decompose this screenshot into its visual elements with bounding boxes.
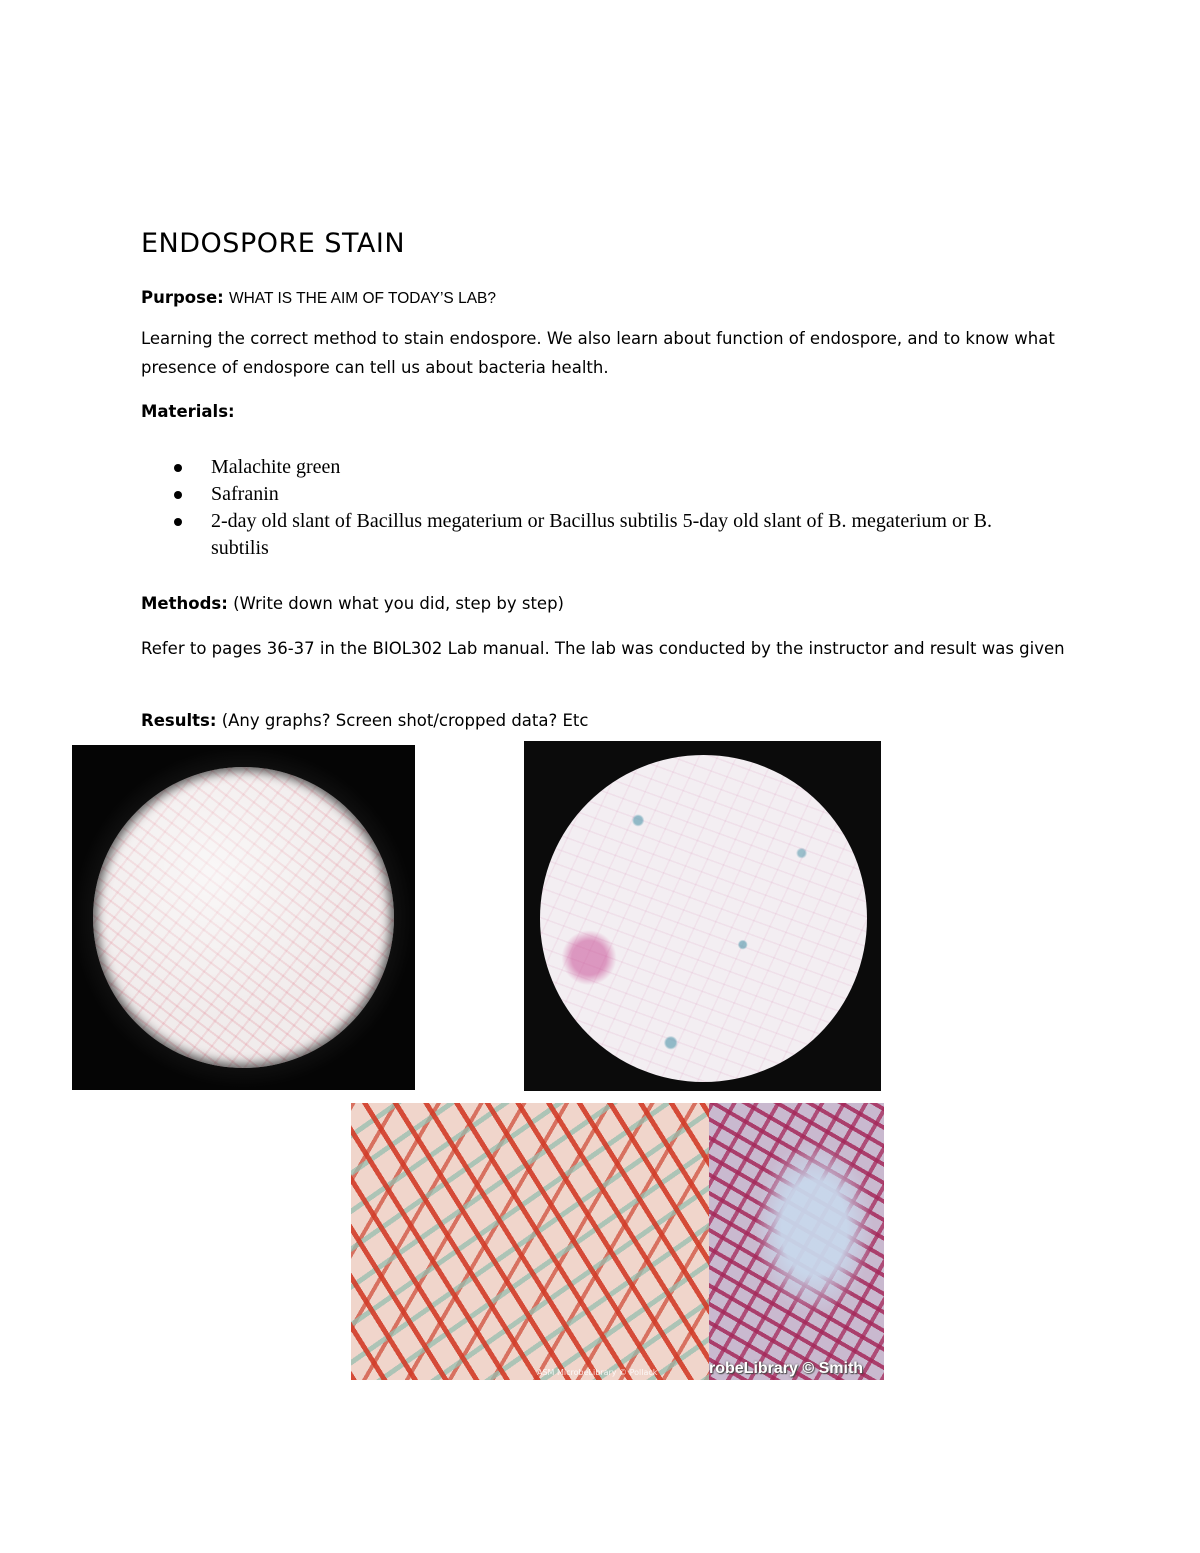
image-credit: robeLibrary © Smith (709, 1360, 864, 1377)
microscope-field (93, 767, 394, 1068)
methods-label: Methods: (141, 594, 228, 613)
results-label: Results: (141, 711, 217, 730)
purpose-section (141, 283, 1071, 313)
results-heading (141, 706, 1071, 735)
list-item (166, 481, 1046, 508)
microscope-field (540, 755, 867, 1082)
materials-list (166, 454, 1046, 562)
material-text: Safranin (211, 483, 279, 505)
list-item (166, 454, 1046, 481)
bullet-icon (174, 491, 182, 499)
purpose-answer: Learning the correct method to stain endospore. We also learn about function of endospore, and to know what presence of endospore can tell us about bacteria health. (141, 329, 1055, 377)
material-text: Malachite green (211, 456, 341, 478)
page-title: ENDOSPORE STAIN (141, 228, 406, 259)
results-hint: (Any graphs? Screen shot/cropped data? Etc (221, 711, 589, 730)
list-item (166, 508, 1046, 562)
materials-heading (141, 397, 1071, 426)
bullet-icon (174, 464, 182, 472)
microscope-image-2 (524, 741, 881, 1091)
materials-label: Materials: (141, 402, 235, 421)
methods-hint: (Write down what you did, step by step) (233, 594, 564, 613)
image-credit: ASM MicrobeLibrary © Pollack (537, 1368, 658, 1377)
reference-micrograph-1 (351, 1103, 709, 1380)
methods-text: Refer to pages 36-37 in the BIOL302 Lab manual. The lab was conducted by the instructor and result was given (141, 639, 1065, 658)
microscope-image-1 (72, 745, 415, 1090)
reference-micrograph-2 (709, 1103, 884, 1380)
material-text: 2-day old slant of Bacillus megaterium or Bacillus subtilis 5-day old slant of B. megaterium or B. subtilis (211, 510, 992, 559)
purpose-question: WHAT IS THE AIM OF TODAY’S LAB? (228, 290, 496, 307)
bullet-icon (174, 518, 182, 526)
methods-heading (141, 589, 1071, 618)
purpose-label: Purpose: (141, 288, 224, 307)
